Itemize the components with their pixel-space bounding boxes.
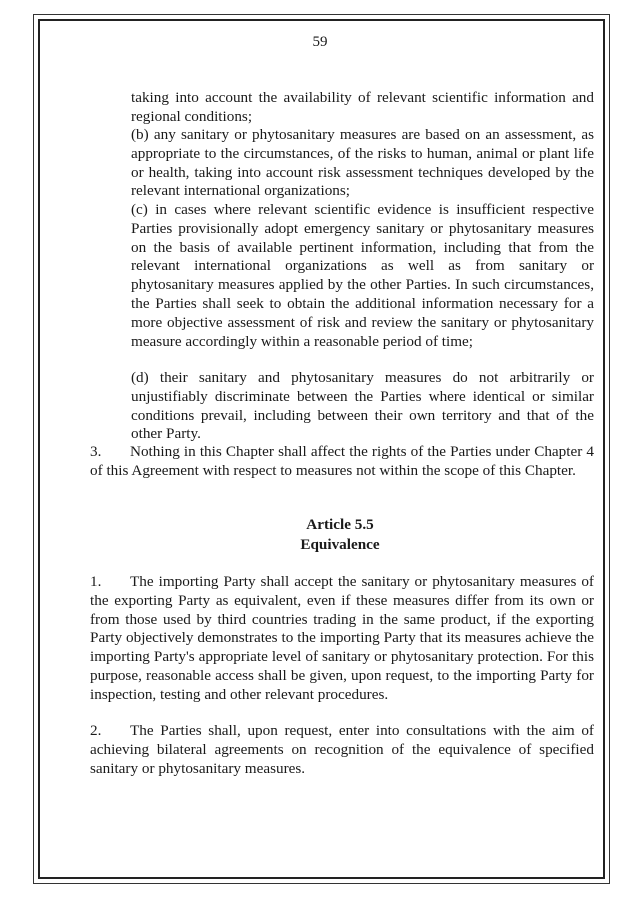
- paragraph-3: [90, 443, 594, 481]
- list-item-c: (c) in cases where relevant scientific evidence is insufficient respective Parties provisionally adopt emergency sanitary or phytosanitary measures on the basis of available pertinent information, including that from the relevant international organizations as well as from sanitary or phytosanitary measures applied by the other Parties. In such circumstances, the Parties shall seek to obtain the additional information necessary for a more objective assessment of risk and review the sanitary or phytosanitary measure accordingly within a reasonable period of time;: [131, 201, 594, 350]
- list-item-b: (b) any sanitary or phytosanitary measures are based on an assessment, as appropriate to the circumstances, of the risks to human, animal or plant life or health, taking into account risk assessment techniques developed by the relevant international organizations;: [131, 126, 594, 200]
- list-continuation: taking into account the availability of relevant scientific information and regional conditions;: [131, 89, 594, 125]
- paragraph-text: The importing Party shall accept the sanitary or phytosanitary measures of the exporting Party as equivalent, even if these measures differ from its own or from those used by third countries trading in the same product, if the exporting Party objectively demonstrates to the importing Party that its measures achieve the importing Party's appropriate level of sanitary or phytosanitary protection. For this purpose, reasonable access shall be given, upon request, to the importing Party for inspection, testing and other relevant procedures.: [90, 573, 594, 703]
- paragraph-number: 1.: [90, 573, 102, 590]
- paragraph-text: Nothing in this Chapter shall affect the rights of the Parties under Chapter 4 of this Agreement with respect to measures not within the scope of this Chapter.: [90, 443, 594, 479]
- page-number: 59: [312, 34, 328, 50]
- article-title: Equivalence: [300, 536, 380, 553]
- article-heading: Article 5.5: [306, 516, 374, 533]
- article-paragraph-1: [90, 573, 594, 705]
- article-paragraph-2: [90, 722, 594, 778]
- paragraph-number: 3.: [90, 443, 102, 460]
- paragraph-number: 2.: [90, 722, 102, 739]
- paragraph-text: The Parties shall, upon request, enter into consultations with the aim of achieving bilateral agreements on recognition of the equivalence of specified sanitary or phytosanitary measures.: [90, 722, 594, 777]
- list-item-d: (d) their sanitary and phytosanitary measures do not arbitrarily or unjustifiably discriminate between the Parties where identical or similar conditions prevail, including between their own territory and that of the other Party.: [131, 369, 594, 443]
